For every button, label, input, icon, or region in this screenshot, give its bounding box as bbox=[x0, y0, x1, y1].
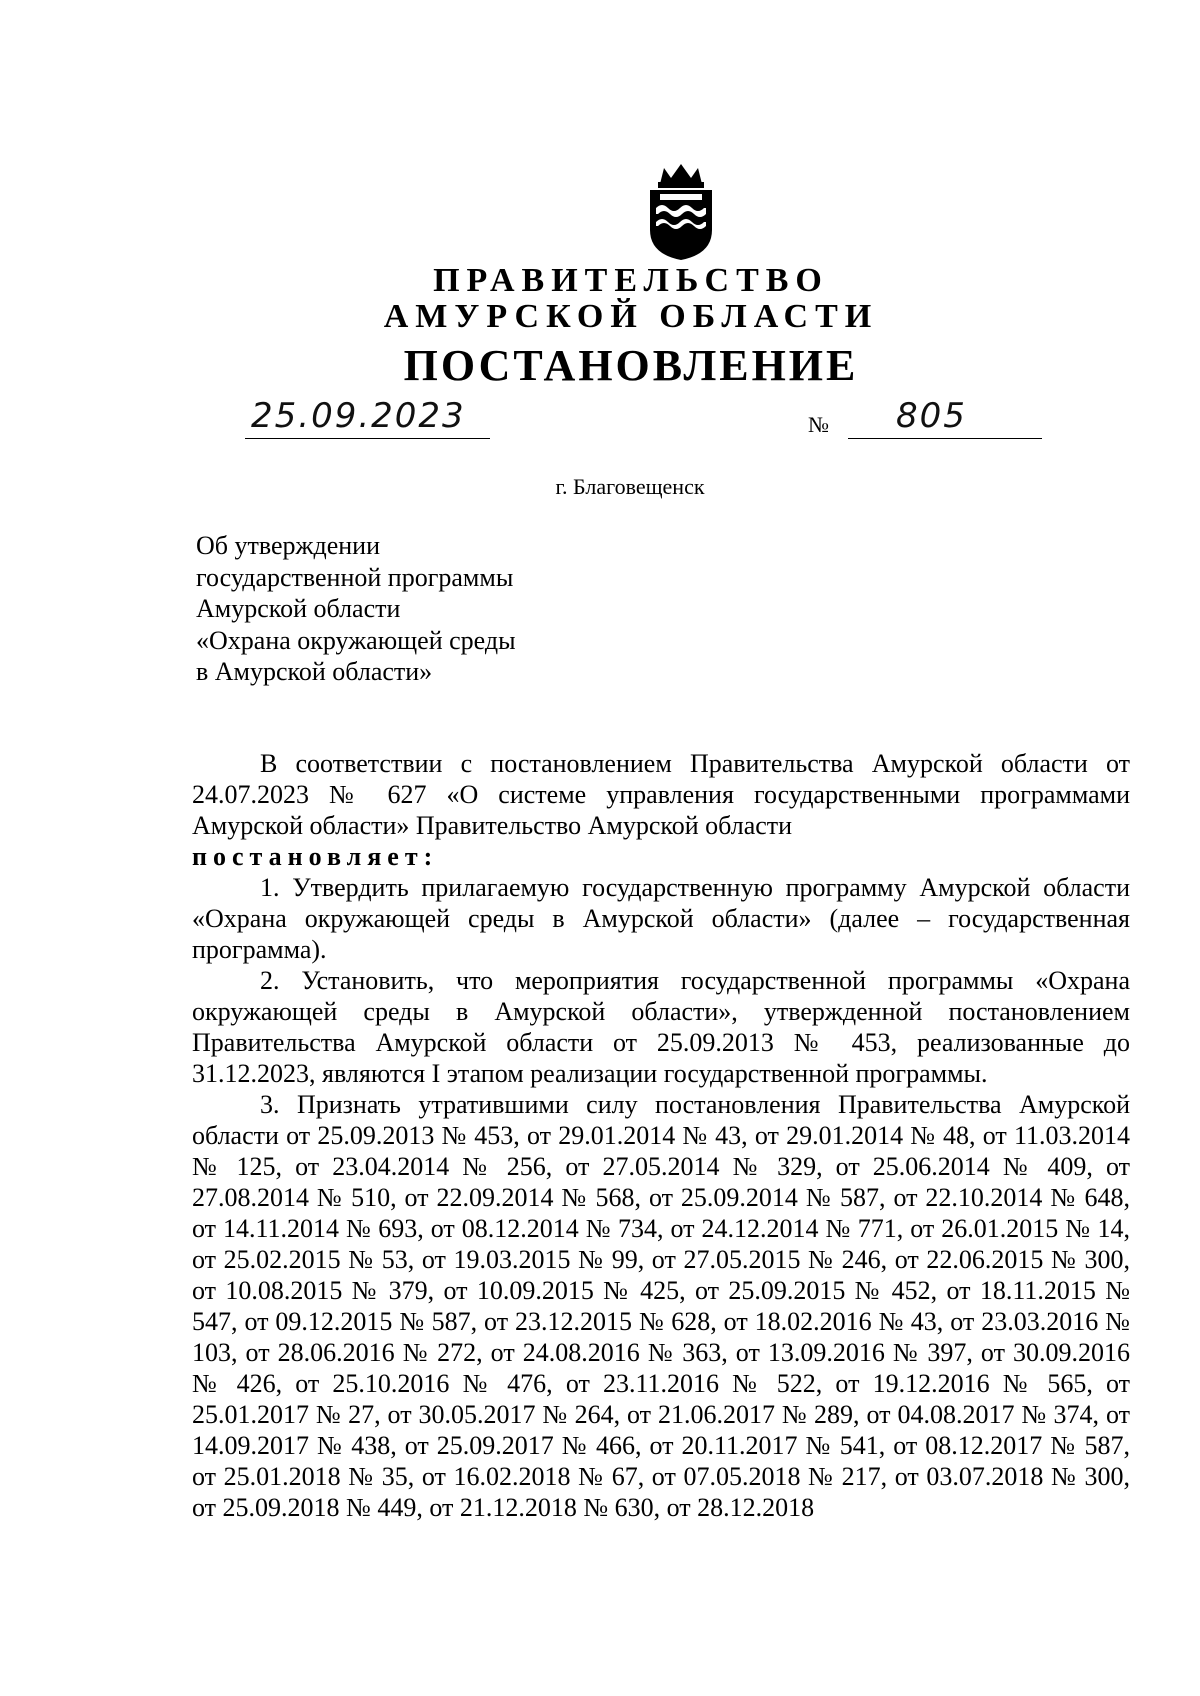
document-subject bbox=[196, 530, 516, 688]
government-title-line1: ПРАВИТЕЛЬСТВО bbox=[433, 262, 829, 299]
amur-region-coat-of-arms-icon bbox=[640, 162, 722, 262]
date-field bbox=[245, 390, 490, 439]
number-sign: № bbox=[808, 412, 829, 437]
document-type: ПОСТАНОВЛЕНИЕ bbox=[403, 341, 859, 390]
item-1-paragraph: 1. Утвердить прилагаемую государственную программу Амурской области «Охрана окружающей среды в Амурской области» (далее – государственная программа). bbox=[192, 873, 1130, 964]
handwritten-date: 25.09.2023 bbox=[251, 396, 466, 436]
subject-line: Амурской области bbox=[196, 594, 401, 623]
handwritten-number: 805 bbox=[896, 396, 967, 436]
government-title-line2: АМУРСКОЙ ОБЛАСТИ bbox=[383, 298, 879, 335]
subject-line: в Амурской области» bbox=[196, 657, 433, 686]
decree-word: постановляет: bbox=[192, 842, 439, 871]
number-field bbox=[848, 390, 1042, 439]
subject-line: Об утверждении bbox=[196, 531, 381, 560]
subject-line: государственной программы bbox=[196, 562, 514, 592]
city-label: г. Благовещенск bbox=[555, 474, 705, 499]
item-2-paragraph: 2. Установить, что мероприятия государственной программы «Охрана окружающей среды в Амурской области», утвержденной постановлением Правительства Амурской области от 25.09.2013 № 453, реализованные до 31.12.2023, являются I этапом реализации государственной программы. bbox=[192, 966, 1130, 1088]
document-body bbox=[192, 748, 1130, 1523]
subject-line: «Охрана окружающей среды bbox=[196, 625, 516, 655]
item-3-paragraph: 3. Признать утратившими силу постановления Правительства Амурской области от 25.09.2013 № 453, от 29.01.2014 № 43, от 29.01.2014 № 48, от 11.03.2014 № 125, от 23.04.2014 № 256, от 27.05.2014 № 329, от 25.06.2014 № 409, от 27.08.2014 № 510, от 22.09.2014 № 568, от 25.09.2014 № 587, от 22.10.2014 № 648, от 14.11.2014 № 693, от 08.12.2014 № 734, от 24.12.2014 № 771, от 26.01.2015 № 14, от 25.02.2015 № 53, от 19.03.2015 № 99, от 27.05.2015 № 246, от 22.06.2015 № 300, от 10.08.2015 № 379, от 10.09.2015 № 425, от 25.09.2015 № 452, от 18.11.2015 № 547, от 09.12.2015 № 587, от 23.12.2015 № 628, от 18.02.2016 № 43, от 23.03.2016 № 103, от 28.06.2016 № 272, от 24.08.2016 № 363, от 13.09.2016 № 397, от 30.09.2016 № 426, от 25.10.2016 № 476, от 23.11.2016 № 522, от 19.12.2016 № 565, от 25.01.2017 № 27, от 30.05.2017 № 264, от 21.06.2017 № 289, от 04.08.2017 № 374, от 14.09.2017 № 438, от 25.09.2017 № 466, от 20.11.2017 № 541, от 08.12.2017 № 587, от 25.01.2018 № 35, от 16.02.2018 № 67, от 07.05.2018 № 217, от 03.07.2018 № 300, от 25.09.2018 № 449, от 21.12.2018 № 630, от 28.12.2018 bbox=[192, 1090, 1130, 1522]
intro-paragraph: В соответствии с постановлением Правительства Амурской области от 24.07.2023 № 627 «О системе управления государственными программами Амурской области» Правительство Амурской области bbox=[192, 749, 1130, 840]
